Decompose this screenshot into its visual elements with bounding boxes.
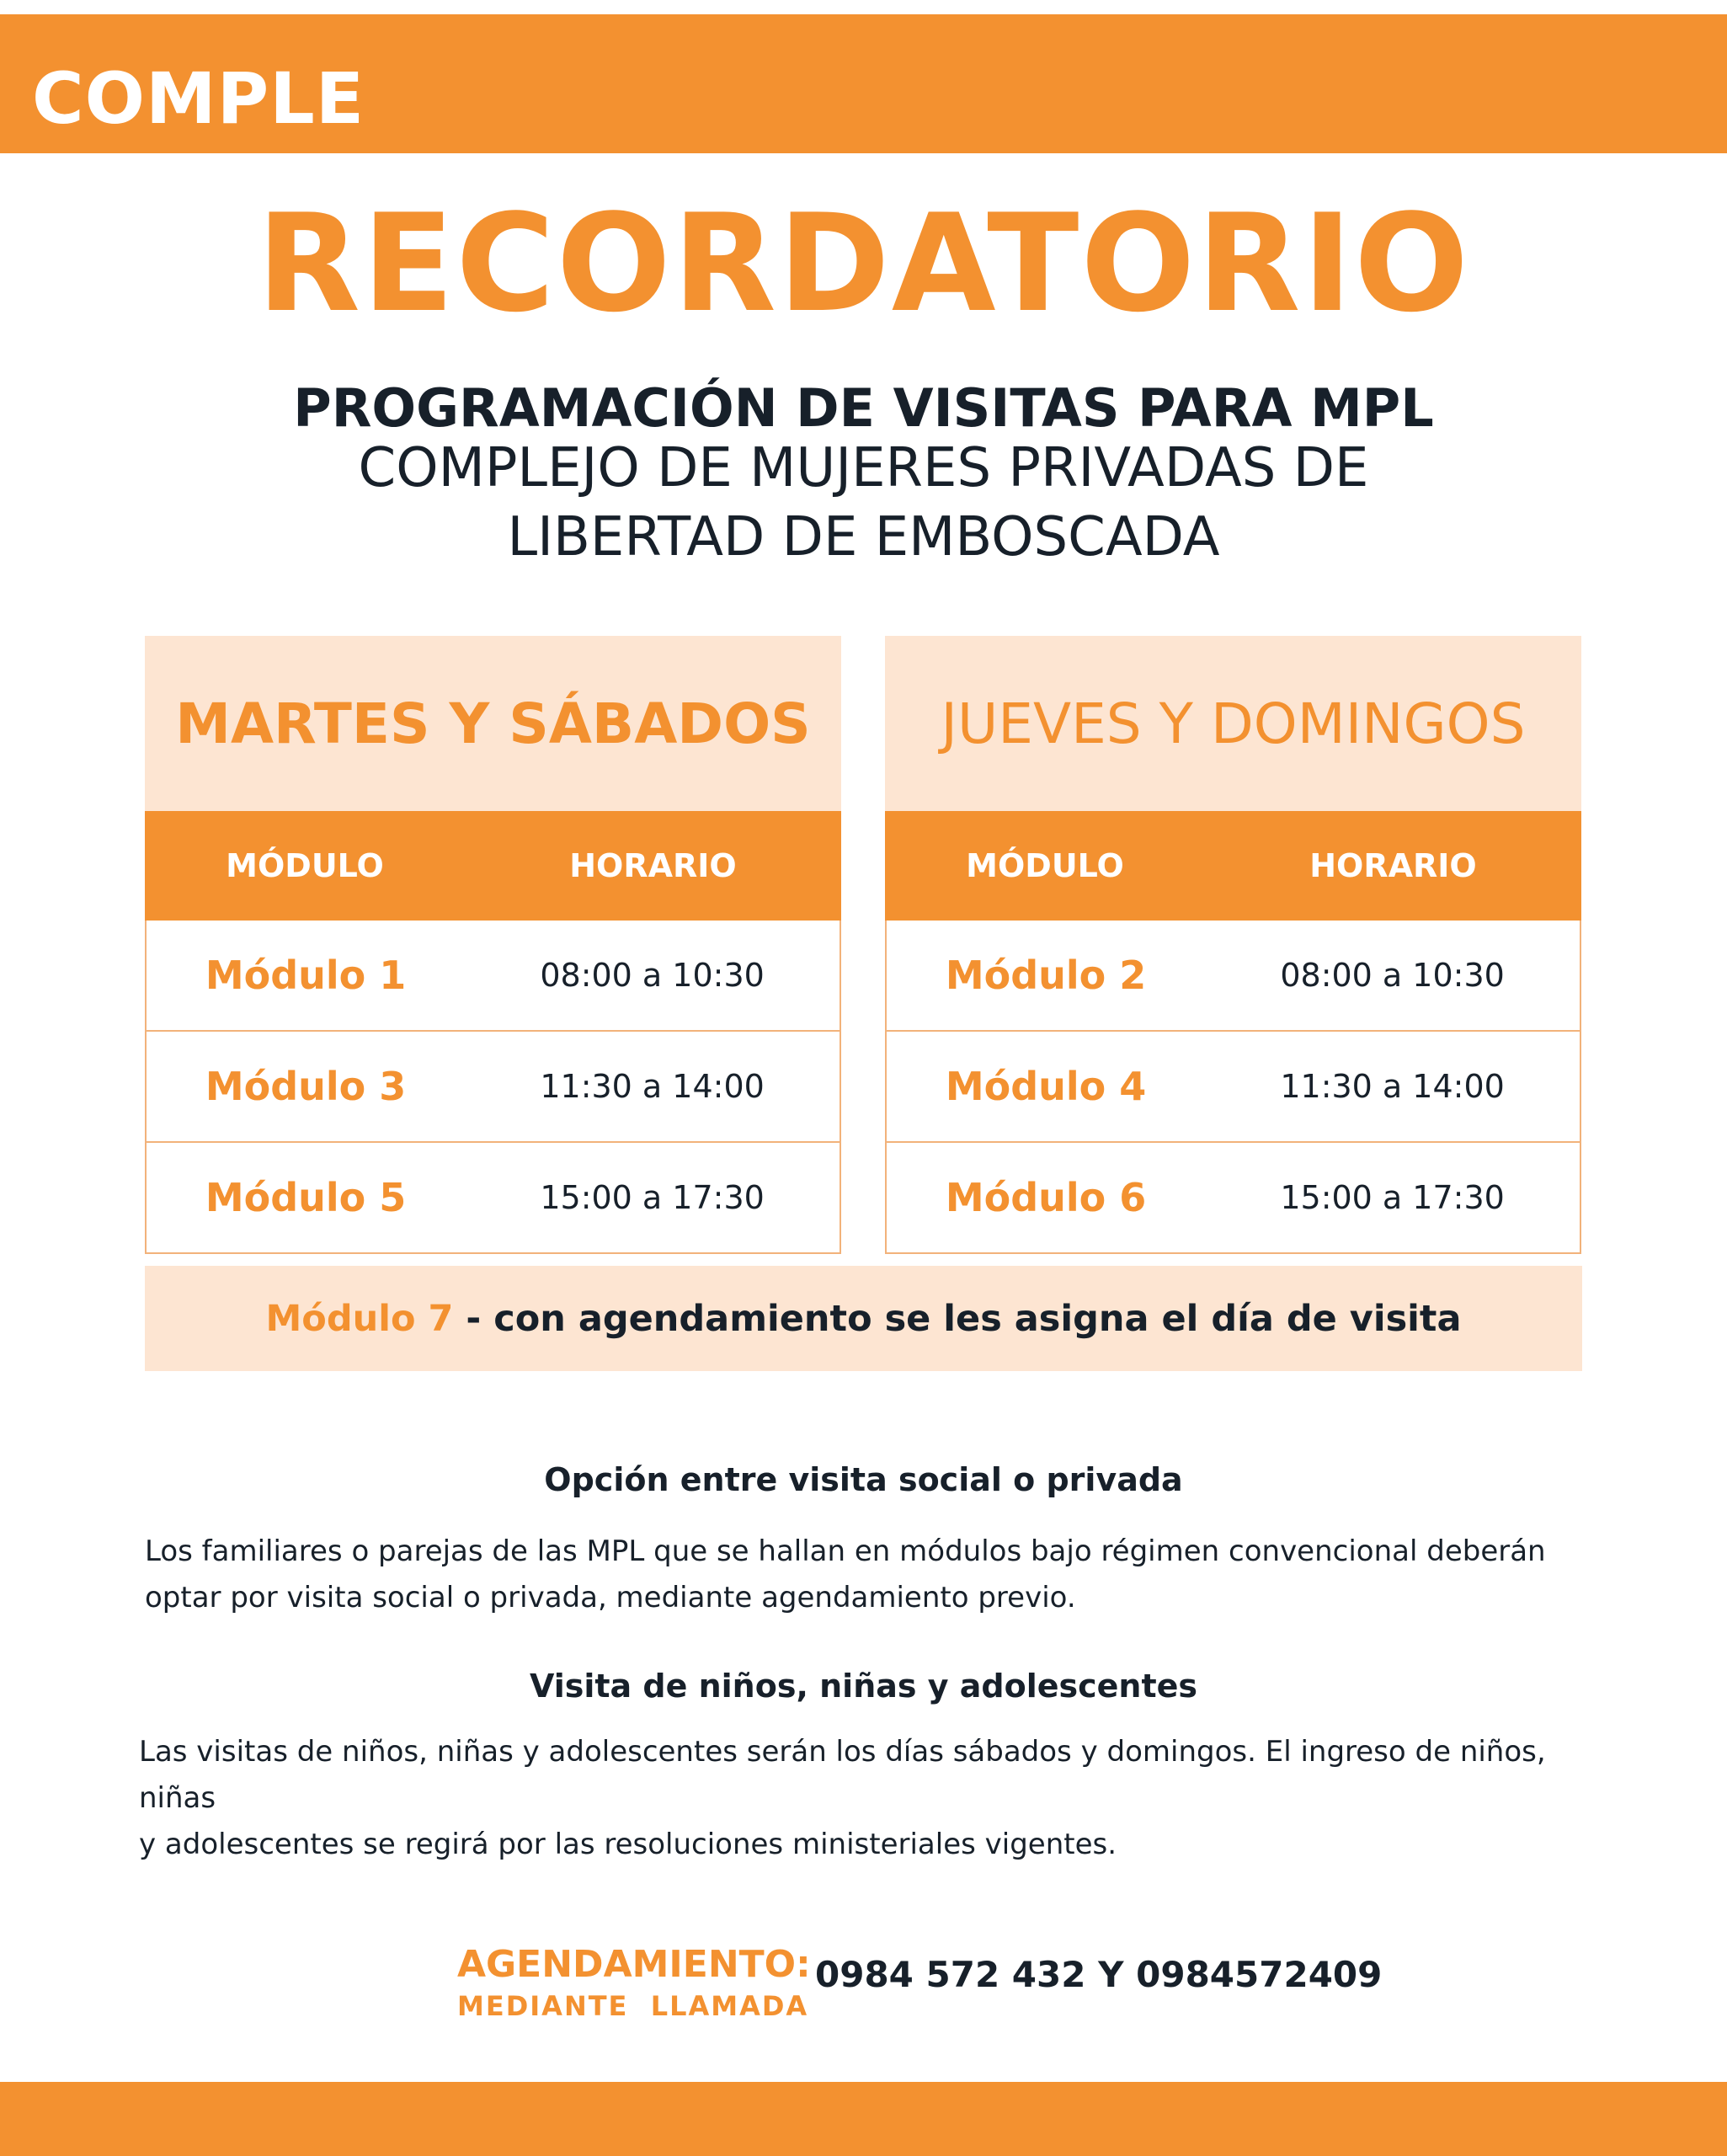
section-paragraph-visit-type (145, 1529, 1610, 1621)
brand-label: COMPLE (32, 57, 365, 140)
section-paragraph-children (139, 1729, 1621, 1868)
module-time: 08:00 a 10:30 (540, 957, 765, 994)
module-7-note (145, 1266, 1582, 1371)
table-row (887, 1030, 1580, 1141)
table-row (147, 1030, 840, 1141)
booking-method: MEDIANTE LLAMADA (457, 1990, 809, 2022)
module-time: 15:00 a 17:30 (540, 1179, 765, 1216)
schedule-column-header (885, 811, 1581, 921)
paragraph-line: Las visitas de niños, niñas y adolescentes serán los días sábados y domingos. El ingreso de niños, niñas (139, 1735, 1546, 1815)
schedule-rows (145, 921, 841, 1254)
schedule-days-title: MARTES Y SÁBADOS (145, 636, 841, 811)
subtitle-line-1: PROGRAMACIÓN DE VISITAS PARA MPL (293, 377, 1434, 439)
table-row (147, 921, 840, 1030)
module-time: 11:30 a 14:00 (540, 1068, 765, 1105)
schedule-rows (885, 921, 1581, 1254)
subtitle-line-3: LIBERTAD DE EMBOSCADA (507, 506, 1220, 568)
booking-title: AGENDAMIENTO: (457, 1943, 811, 1986)
top-banner (0, 14, 1727, 153)
module-name: Módulo 2 (945, 953, 1147, 998)
booking-phone-numbers: 0984 572 432 Y 0984572409 (815, 1954, 1383, 1995)
paragraph-line: optar por visita social o privada, mediante agendamiento previo. (145, 1581, 1076, 1614)
module-time: 08:00 a 10:30 (1280, 957, 1505, 994)
paragraph-line: Los familiares o parejas de las MPL que se hallan en módulos bajo régimen convencional deberán (145, 1534, 1546, 1568)
column-module: MÓDULO (966, 847, 1124, 884)
booking-label (457, 1941, 811, 2025)
note-highlight: Módulo 7 (265, 1297, 454, 1340)
module-name: Módulo 3 (205, 1064, 407, 1109)
column-time: HORARIO (569, 847, 737, 884)
table-row (887, 1141, 1580, 1252)
module-name: Módulo 6 (945, 1175, 1147, 1220)
module-name: Módulo 1 (205, 953, 407, 998)
subtitle-block (0, 434, 1727, 572)
column-time: HORARIO (1309, 847, 1477, 884)
module-time: 11:30 a 14:00 (1280, 1068, 1505, 1105)
module-name: Módulo 4 (945, 1064, 1147, 1109)
table-row (887, 921, 1580, 1030)
table-row (147, 1141, 840, 1252)
module-name: Módulo 5 (205, 1175, 407, 1220)
note-text: - con agendamiento se les asigna el día de visita (453, 1297, 1462, 1340)
schedule-days-title: JUEVES Y DOMINGOS (885, 636, 1581, 811)
page-title: RECORDATORIO (256, 184, 1471, 342)
schedule-thursday-sunday (885, 636, 1581, 1254)
section-title-children: Visita de niños, niñas y adolescentes (529, 1668, 1198, 1705)
bottom-banner (0, 2082, 1727, 2156)
schedule-column-header (145, 811, 841, 921)
subtitle-line-2: COMPLEJO DE MUJERES PRIVADAS DE (358, 437, 1369, 499)
section-title-visit-type: Opción entre visita social o privada (544, 1461, 1183, 1498)
module-time: 15:00 a 17:30 (1280, 1179, 1505, 1216)
schedule-tuesday-saturday (145, 636, 841, 1254)
column-module: MÓDULO (226, 847, 384, 884)
paragraph-line: y adolescentes se regirá por las resoluciones ministeriales vigentes. (139, 1828, 1117, 1861)
